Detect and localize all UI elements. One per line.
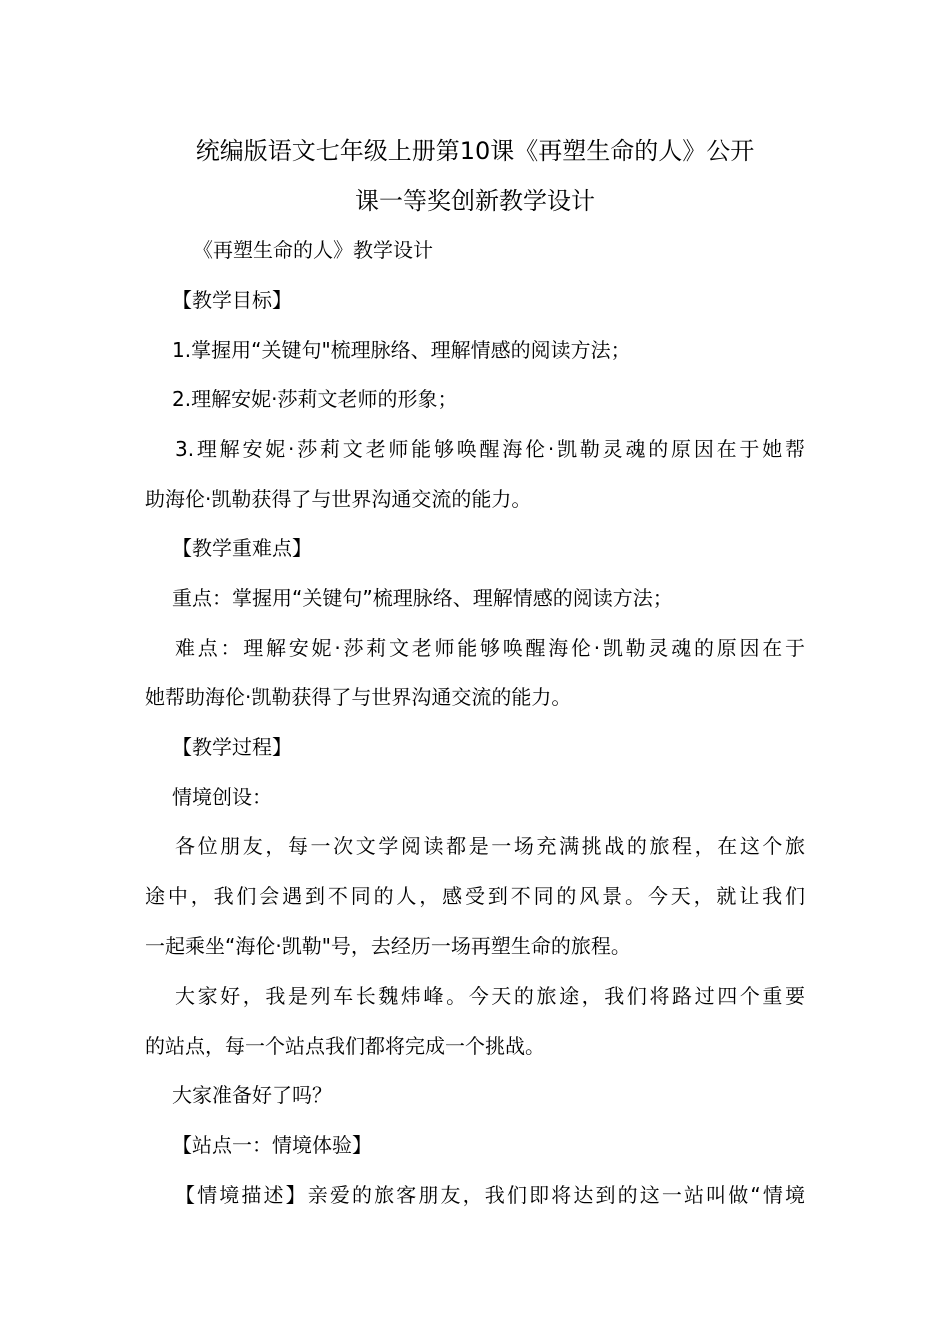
paragraph-2-line-1: 大家好，我是列车长魏炜峰。今天的旅途，我们将路过四个重要 bbox=[175, 984, 805, 1008]
paragraph-2-line-2: 的站点，每一个站点我们都将完成一个挑战。 bbox=[145, 1034, 545, 1058]
section-heading-goals: 【教学目标】 bbox=[172, 288, 292, 312]
paragraph-3: 大家准备好了吗？ bbox=[172, 1083, 332, 1107]
paragraph-1-line-1: 各位朋友，每一次文学阅读都是一场充满挑战的旅程，在这个旅 bbox=[175, 834, 805, 858]
document-subtitle: 《再塑生命的人》教学设计 bbox=[193, 238, 433, 262]
keypoint-text: 重点：掌握用“关键句”梳理脉络、理解情感的阅读方法； bbox=[172, 586, 673, 610]
goal-item-3-line-2: 助海伦·凯勒获得了与世界沟通交流的能力。 bbox=[145, 487, 532, 511]
station-1-description: 【情境描述】亲爱的旅客朋友，我们即将达到的这一站叫做“情境 bbox=[175, 1183, 805, 1207]
paragraph-1-line-2: 途中，我们会遇到不同的人，感受到不同的风景。今天，就让我们 bbox=[145, 884, 805, 908]
difficulty-text-line-2: 她帮助海伦·凯勒获得了与世界沟通交流的能力。 bbox=[145, 685, 572, 709]
paragraph-1-line-3: 一起乘坐“海伦·凯勒"号，去经历一场再塑生命的旅程。 bbox=[145, 934, 631, 958]
section-heading-keypoints: 【教学重难点】 bbox=[172, 536, 312, 560]
section-heading-process: 【教学过程】 bbox=[172, 735, 292, 759]
scenario-label: 情境创设： bbox=[172, 785, 272, 809]
document-title-line-2: 课一等奖创新教学设计 bbox=[355, 187, 595, 215]
section-heading-station-1: 【站点一：情境体验】 bbox=[172, 1133, 372, 1157]
difficulty-text-line-1: 难点：理解安妮·莎莉文老师能够唤醒海伦·凯勒灵魂的原因在于 bbox=[175, 636, 805, 660]
document-title-line-1: 统编版语文七年级上册第10课《再塑生命的人》公开 bbox=[195, 137, 755, 165]
goal-item-3-line-1: 3.理解安妮·莎莉文老师能够唤醒海伦·凯勒灵魂的原因在于她帮 bbox=[175, 437, 805, 461]
goal-item-1: 1.掌握用“关键句"梳理脉络、理解情感的阅读方法； bbox=[172, 338, 631, 362]
goal-item-2: 2.理解安妮·莎莉文老师的形象； bbox=[172, 387, 458, 411]
